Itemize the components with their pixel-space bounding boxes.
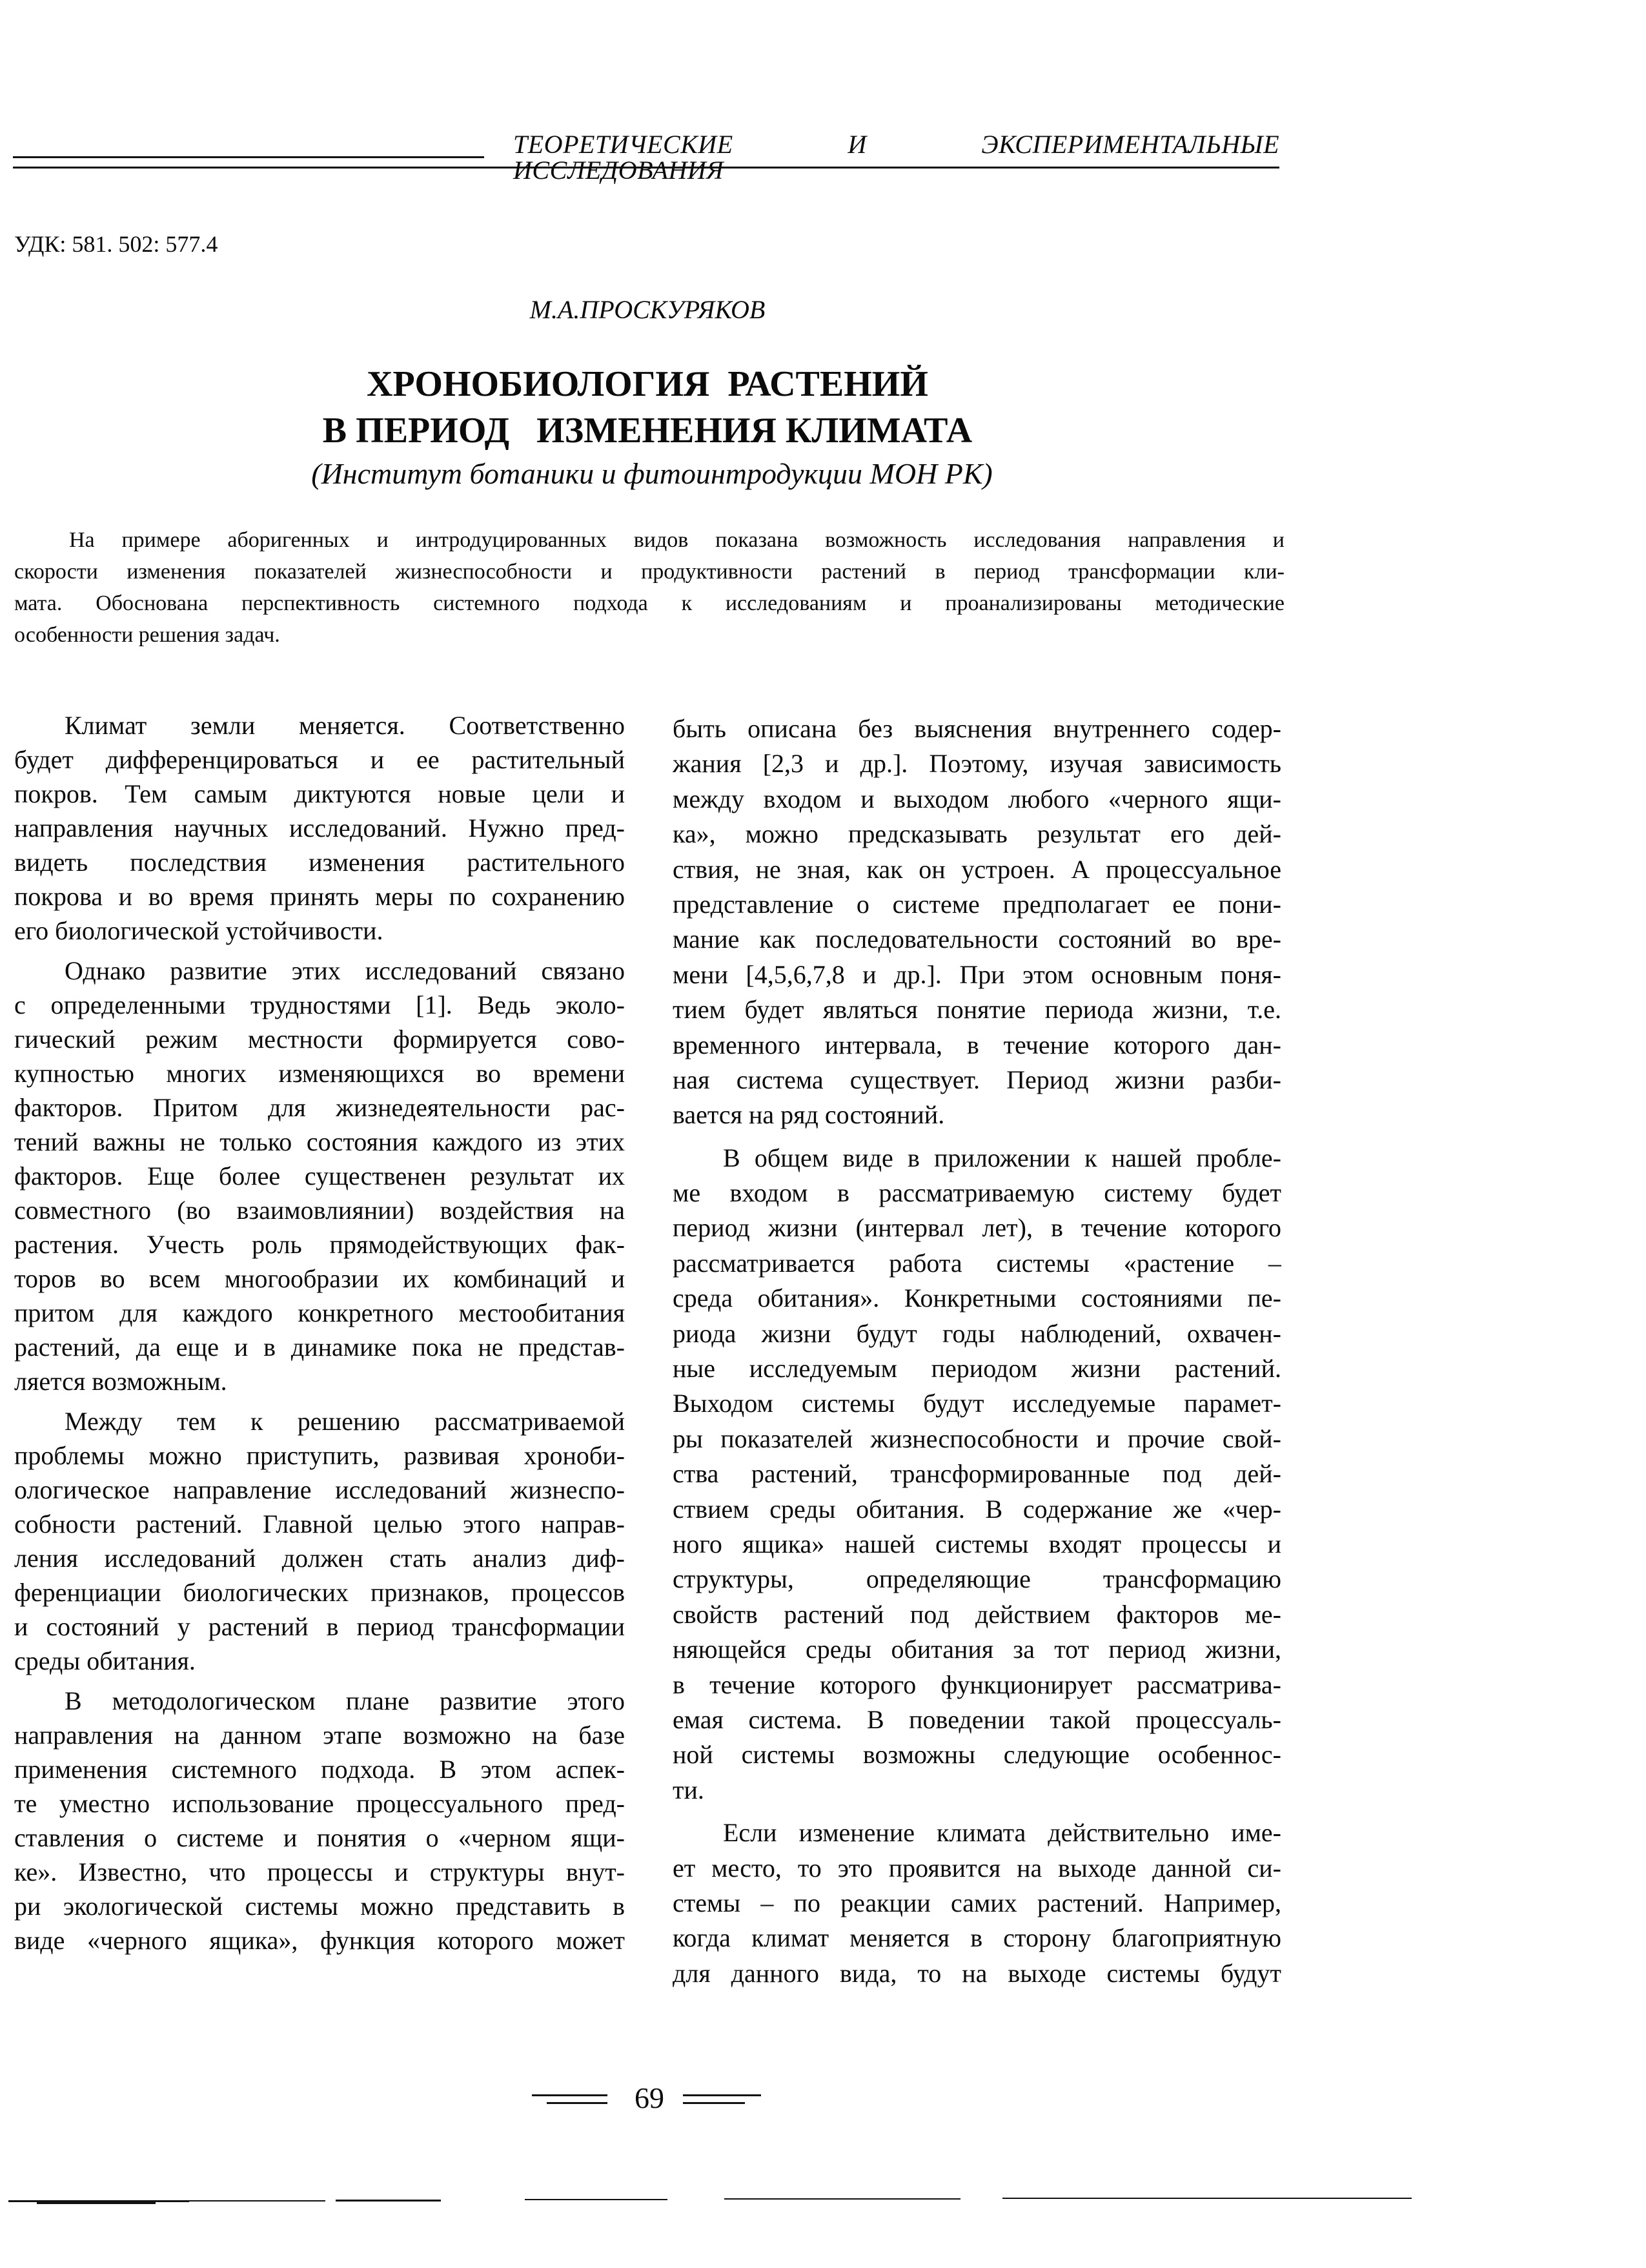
bottom-rule-segment [1002,2198,1412,2199]
paragraph [14,1404,625,1678]
paragraph [673,711,1281,1133]
text-line: ставления о системе и понятия о «черном ящи- [14,1823,625,1852]
paragraph [14,954,625,1398]
abstract [14,524,1285,651]
text-line: мание как последовательности состояний во вре- [673,925,1281,954]
text-line: те уместно использование процессуального пред- [14,1789,625,1818]
page-number-rule-right-lower [683,2102,745,2104]
text-line: с определенными трудностями [1]. Ведь эколо- [14,990,625,1019]
text-line: когда климат меняется в сторону благоприятную [673,1923,1281,1953]
text-line: свойств растений под действием факторов ме- [673,1599,1281,1629]
bottom-rule-segment [525,2199,667,2200]
text-line: гический режим местности формируется сово- [14,1025,625,1054]
text-line: в течение которого функционирует рассматрива- [673,1670,1281,1699]
text-line: совместного (во взаимовлиянии) воздействия на [14,1196,625,1225]
text-line: стемы – по реакции самих растений. Например, [673,1888,1281,1917]
text-line: период жизни (интервал лет), в течение которого [673,1213,1281,1243]
abstract-line: мата. Обоснована перспективность системного подхода к исследованиям и проанализированы методические [14,591,1285,615]
author-affiliation: (Институт ботаники и фитоинтродукции МОН РК) [311,457,993,490]
text-line: тием будет являться понятие периода жизни, т.е. [673,995,1281,1025]
text-line: будет дифференцироваться и ее растительный [14,745,625,774]
paragraph [673,1141,1281,1808]
text-line: среда обитания». Конкретными состояниями пе- [673,1283,1281,1313]
text-line: временного интервала, в течение которого дан- [673,1030,1281,1059]
text-line: торов во всем многообразии их комбинаций и [14,1264,625,1293]
text-line: покров. Тем самым диктуются новые цели и [14,779,625,808]
text-line: ляется возможным. [14,1367,227,1396]
author-name: М.А.ПРОСКУРЯКОВ [529,295,766,324]
text-line: быть описана без выяснения внутреннего содер- [673,714,1281,743]
text-line: применения системного подхода. В этом аспек- [14,1755,625,1784]
text-line: факторов. Притом для жизнедеятельности рас- [14,1093,625,1122]
abstract-line: скорости изменения показателей жизнеспособности и продуктивности растений в период трансформации кли- [14,560,1285,584]
text-line: представление о системе предполагает ее пони- [673,889,1281,919]
text-line: емая система. В поведении такой процессуаль- [673,1704,1281,1734]
text-line: жания [2,3 и др.]. Поэтому, изучая зависимость [673,749,1281,779]
text-line: В методологическом плане развитие этого [65,1686,625,1715]
text-line: Климат земли меняется. Соответственно [65,711,625,740]
text-line: для данного вида, то на выходе системы будут [673,1958,1281,1988]
text-line: купностью многих изменяющихся во времени [14,1059,625,1088]
text-line: и состояний у растений в период трансформации [14,1612,625,1641]
text-line: Выходом системы будут исследуемые парамет- [673,1389,1281,1418]
text-line: рассматривается работа системы «растение – [673,1248,1281,1278]
text-line: притом для каждого конкретного местообитания [14,1298,625,1327]
text-line: растения. Учесть роль прямодействующих фак- [14,1230,625,1259]
text-line: Однако развитие этих исследований связано [65,956,625,985]
text-line: ления исследований должен стать анализ диф- [14,1544,625,1573]
text-line: мени [4,5,6,7,8 и др.]. При этом основным поня- [673,959,1281,989]
page-number-rule-left-lower [547,2102,607,2104]
bottom-rule-segment [724,2198,960,2200]
text-line: структуры, определяющие трансформацию [673,1564,1281,1594]
text-line: ствием среды обитания. В содержание же «чер- [673,1494,1281,1524]
text-line: ологическое направление исследований жизнеспо- [14,1475,625,1504]
text-line: растений, да еще и в динамике пока не представ- [14,1333,625,1362]
text-line: среды обитания. [14,1646,196,1675]
article-title-line-1: ХРОНОБИОЛОГИЯ РАСТЕНИЙ [367,364,928,404]
abstract-line: На примере аборигенных и интродуцированных видов показана возможность исследования направления и [69,528,1285,552]
text-line: няющейся среды обитания за тот период жизни, [673,1635,1281,1664]
text-line: ме входом в рассматриваемую систему будет [673,1178,1281,1208]
text-line: его биологической устойчивости. [14,916,383,945]
page-number-rule-left-upper [532,2094,607,2096]
text-line: ка», можно предсказывать результат его дей- [673,819,1281,849]
text-line: ти. [673,1775,704,1804]
paragraph [14,1684,625,1957]
abstract-line: особенности решения задач. [14,623,280,647]
text-line: собности растений. Главной целью этого направ- [14,1509,625,1538]
left-column [14,708,625,1957]
udc-code: УДК: 581. 502: 577.4 [14,231,218,257]
paragraph [14,708,625,948]
running-header: ТЕОРЕТИЧЕСКИЕ И ЭКСПЕРИМЕНТАЛЬНЫЕ ИССЛЕДОВАНИЯ [513,130,1279,185]
text-line: ет место, то это проявится на выходе данной си- [673,1853,1281,1883]
text-line: ной системы возможны следующие особеннос- [673,1740,1281,1770]
text-line: ного ящика» нашей системы входят процессы и [673,1529,1281,1558]
text-line: ства растений, трансформированные под дей- [673,1459,1281,1489]
text-line: видеть последствия изменения растительного [14,848,625,877]
text-line: Если изменение климата действительно име- [723,1818,1281,1848]
text-line: вается на ряд состояний. [673,1100,945,1130]
text-line: ке». Известно, что процессы и структуры внут- [14,1857,625,1886]
text-line: покрова и во время принять меры по сохранению [14,882,625,911]
text-line: ри экологической системы можно представить в [14,1892,625,1921]
bottom-rule-segment [336,2200,441,2202]
text-line: направления на данном этапе возможно на базе [14,1721,625,1750]
text-line: факторов. Еще более существенен результат их [14,1161,625,1190]
text-line: тений важны не только состояния каждого из этих [14,1127,625,1156]
text-line: Между тем к решению рассматриваемой [65,1407,625,1436]
article-title-line-2: В ПЕРИОД ИЗМЕНЕНИЯ КЛИМАТА [322,411,973,451]
text-line: В общем виде в приложении к нашей пробле- [723,1143,1281,1172]
bottom-rule-segment [37,2202,156,2204]
paragraph [673,1815,1281,1991]
page-number: 69 [635,2081,664,2114]
text-line: ствия, не зная, как он устроен. А процессуальное [673,854,1281,884]
text-line: ры показателей жизнеспособности и прочие свой- [673,1424,1281,1453]
bottom-rule-segment [181,2200,325,2202]
text-line: ная система существует. Период жизни разби- [673,1065,1281,1094]
text-line: направления научных исследований. Нужно пред- [14,813,625,843]
page-number-rule-right-upper [683,2094,761,2096]
text-line: проблемы можно приступить, развивая хроноби- [14,1441,625,1470]
header-rule-upper [13,156,484,158]
right-column [673,711,1281,1991]
text-line: ные исследуемым периодом жизни растений. [673,1354,1281,1384]
text-line: риода жизни будут годы наблюдений, охвачен- [673,1318,1281,1348]
text-line: ференциации биологических признаков, процессов [14,1578,625,1607]
text-line: виде «черного ящика», функция которого может [14,1926,625,1955]
text-line: между входом и выходом любого «черного ящи- [673,784,1281,813]
